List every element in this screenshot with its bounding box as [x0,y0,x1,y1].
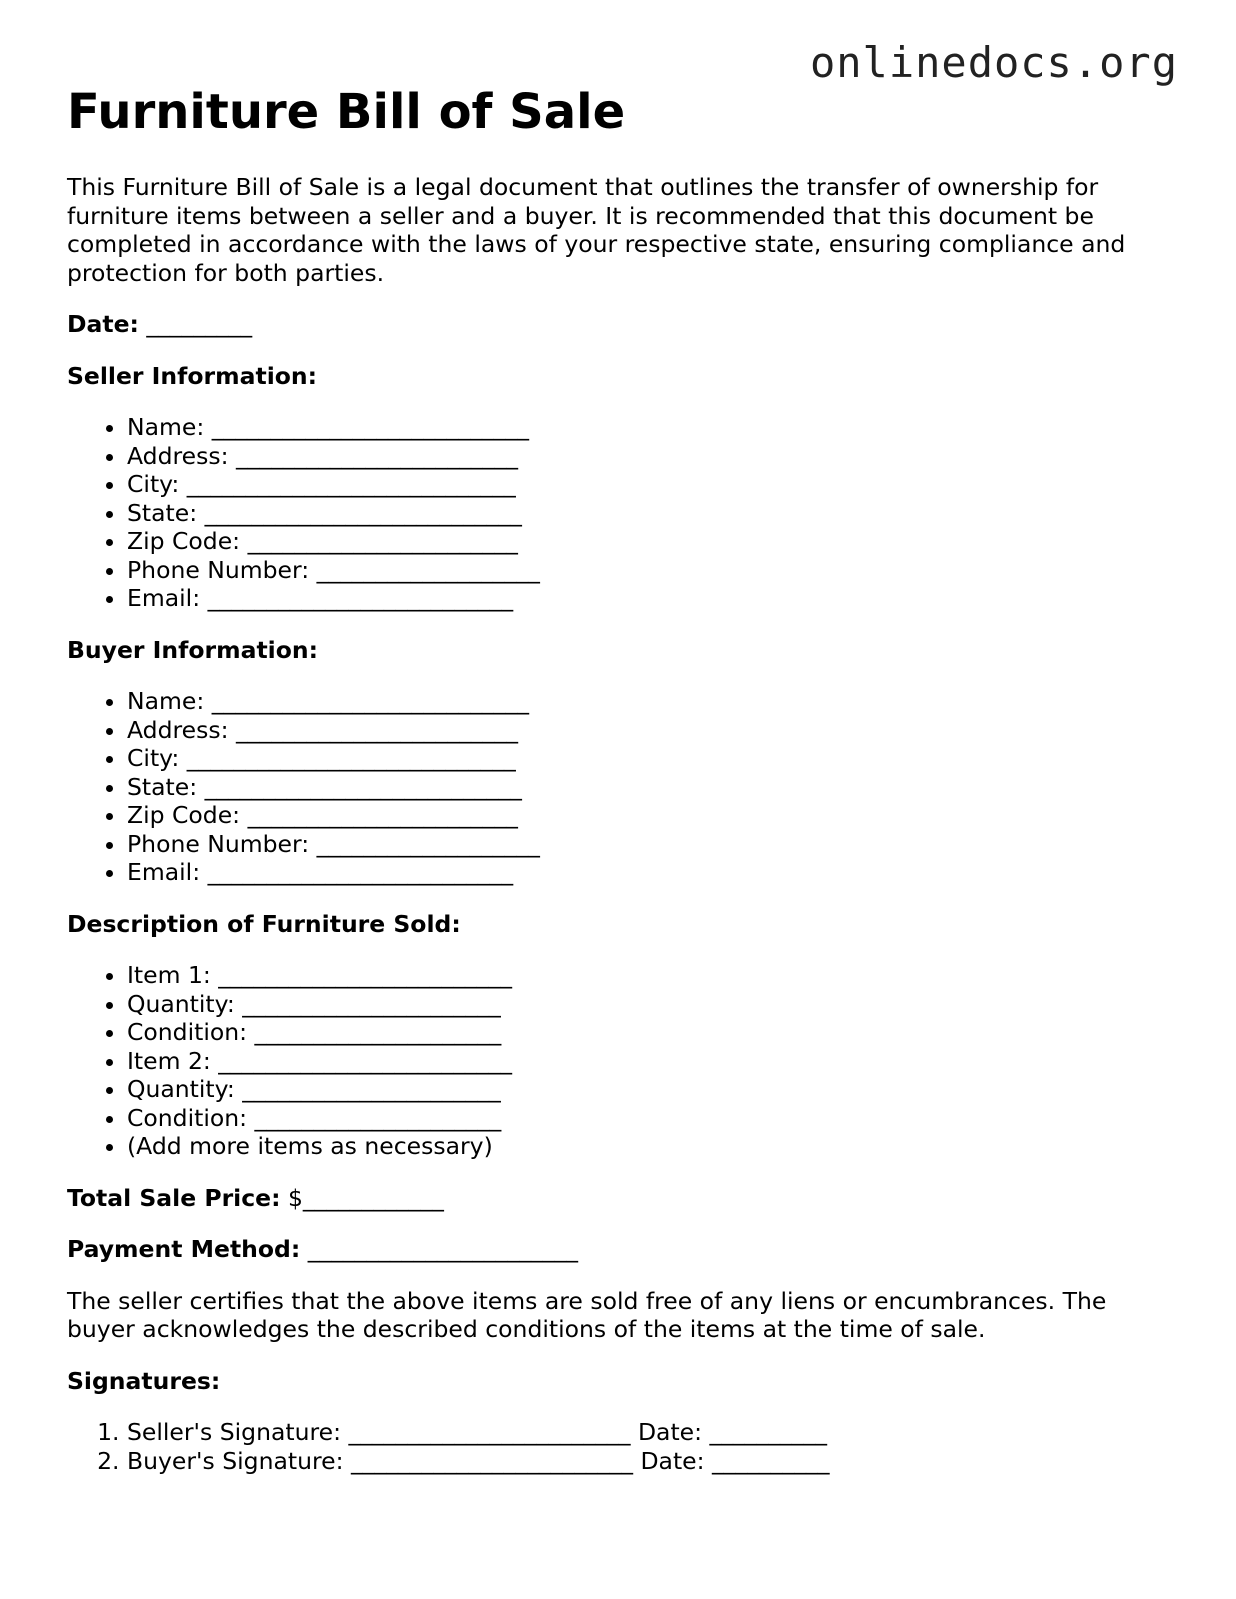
payment-method-label: Payment Method: [67,1235,301,1263]
date-line [67,310,1167,339]
item1-field: • Item 1: _________________________ [127,961,1167,990]
buyer-zip-field: • Zip Code: _______________________ [127,801,1167,830]
buyer-city-field: • City: ____________________________ [127,744,1167,773]
seller-state-field: • State: ___________________________ [127,499,1167,528]
add-more-items-note: • (Add more items as necessary) [127,1132,1167,1161]
buyer-list [67,687,1167,887]
seller-email-field: • Email: __________________________ [127,584,1167,613]
total-price-blank: $____________ [280,1183,444,1212]
seller-name-field: • Name: ___________________________ [127,413,1167,442]
item1-condition-field: • Condition: _____________________ [127,1018,1167,1047]
seller-phone-field: • Phone Number: ___________________ [127,556,1167,585]
document-body [67,173,1167,1498]
buyer-name-field: • Name: ___________________________ [127,687,1167,716]
item1-quantity-field: • Quantity: ______________________ [127,990,1167,1019]
signatures-list [67,1418,1167,1475]
seller-address-field: • Address: ________________________ [127,442,1167,471]
seller-signature-line: 1. Seller's Signature: ________________________ Date: __________ [127,1418,1167,1447]
furniture-heading: Description of Furniture Sold: [67,909,461,938]
total-price-label: Total Sale Price: [67,1183,281,1212]
seller-list [67,413,1167,613]
seller-zip-field: • Zip Code: _______________________ [127,527,1167,556]
furniture-list [67,961,1167,1161]
buyer-phone-field: • Phone Number: ___________________ [127,830,1167,859]
watermark-text: onlinedocs.org [809,38,1178,87]
buyer-signature-line: 2. Buyer's Signature: ________________________ Date: __________ [127,1447,1167,1476]
date-blank: _________ [138,310,253,338]
certification-paragraph: The seller certifies that the above items are sold free of any liens or encumbrances. The buyer acknowledges the described conditions of the items at the time of sale. [67,1286,1107,1343]
item2-field: • Item 2: _________________________ [127,1047,1167,1076]
seller-city-field: • City: ____________________________ [127,470,1167,499]
total-price-line [67,1184,1167,1213]
buyer-address-field: • Address: ________________________ [127,716,1167,745]
buyer-heading: Buyer Information: [67,635,319,664]
date-label: Date: [67,310,139,338]
item2-condition-field: • Condition: _____________________ [127,1104,1167,1133]
buyer-email-field: • Email: __________________________ [127,858,1167,887]
payment-method-blank: _______________________ [300,1235,579,1263]
buyer-state-field: • State: ___________________________ [127,773,1167,802]
signatures-heading: Signatures: [67,1366,221,1395]
seller-heading: Seller Information: [67,361,318,390]
intro-paragraph: This Furniture Bill of Sale is a legal document that outlines the transfer of ownership for furniture items between a seller and a buyer. It is recommended that this document be completed in accordance with the laws of your respective state, ensuring compliance and protection for both parties. [67,173,1126,287]
item2-quantity-field: • Quantity: ______________________ [127,1075,1167,1104]
payment-method-line [67,1235,1167,1264]
page-title: Furniture Bill of Sale [67,84,626,140]
